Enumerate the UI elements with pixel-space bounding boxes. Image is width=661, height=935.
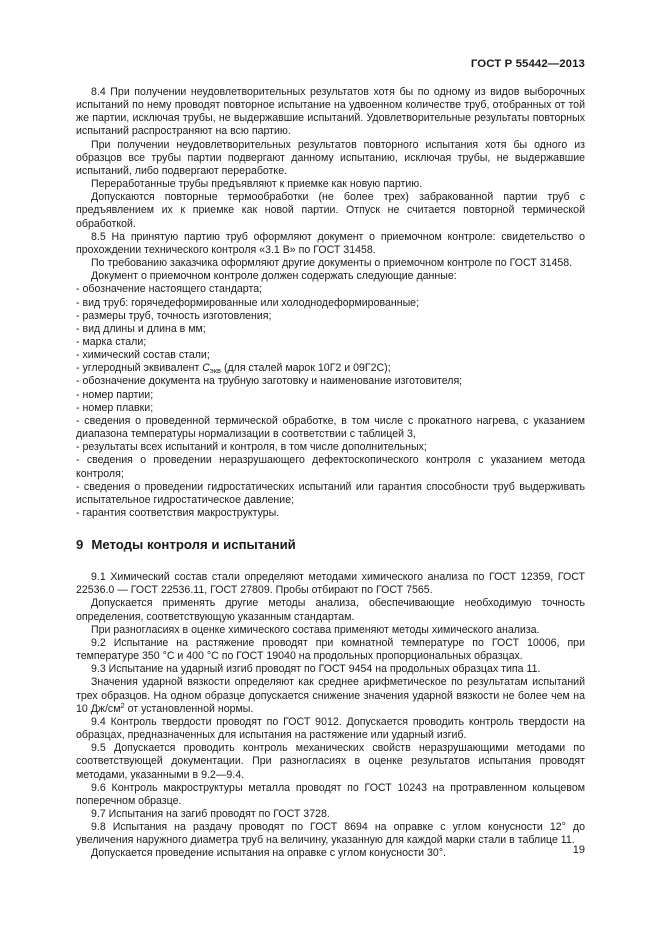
carbon-text-after: (для сталей марок 10Г2 и 09Г2С); xyxy=(221,362,391,375)
list-item: - номер партии; xyxy=(76,389,585,402)
paragraph-9-3-impact xyxy=(76,676,585,715)
impact-text-after: от установленной нормы. xyxy=(124,702,254,715)
list-item: - сведения о проведенной термической обработке, в том числе с прокатного нагрева, с указанием диапазона температуры нормализации в соответствии с таблицей 3, xyxy=(76,415,585,441)
paragraph-9-1-disputes: При разногласиях в оценке химического состава применяют методы химического анализа. xyxy=(91,623,540,636)
carbon-text-before: углеродный эквивалент xyxy=(82,362,203,375)
section-number: 9 xyxy=(76,537,84,553)
paragraph-8-4: 8.4 При получении неудовлетворительных результатов хотя бы по одному из видов выборочных испытаний по нему проводят повторное испытание на удвоенном количестве труб, отобранных от той же партии, исключая трубы, не выдержавшие испытаний. Удовлетворительные результаты повторных испытаний распространяют на всю партию. xyxy=(76,86,585,138)
carbon-symbol: С xyxy=(202,362,210,375)
paragraph-9-1-other-methods: Допускается применять другие методы анализа, обеспечивающие необходимую точность определения, соответствующую указанным стандартам. xyxy=(76,597,585,623)
paragraph-9-3: 9.3 Испытание на ударный изгиб проводят по ГОСТ 9454 на продольных образцах типа 11. xyxy=(91,663,541,676)
list-item: - обозначение документа на трубную заготовку и наименование изготовителя; xyxy=(76,375,585,388)
impact-text: Значения ударной вязкости определяют как среднее арифметическое по результатам испытаний трех образцов. На одном образце допускается снижение значения ударной вязкости не более чем на 10 Дж/см xyxy=(76,676,585,715)
page-number: 19 xyxy=(572,844,585,856)
paragraph-9-2: 9.2 Испытание на растяжение проводят при комнатной температуре по ГОСТ 10006, при температуре 350 °С и 400 °С по ГОСТ 19040 на продольных пропорциональных образцах. xyxy=(76,636,585,663)
document-standard-id: ГОСТ Р 55442—2013 xyxy=(470,58,585,70)
paragraph-8-4-retest: При получении неудовлетворительных результатов повторного испытания хотя бы одного из образцов все трубы партии подвергают данному испытанию, исключая трубы, не выдержавшие испытаний, либо подвергают переработке. xyxy=(76,138,585,177)
carbon-subscript: экв xyxy=(209,366,221,376)
list-item-carbon-equivalent xyxy=(76,362,585,375)
paragraph-9-6: 9.6 Контроль макроструктуры металла проводят по ГОСТ 10243 на протравленном кольцевом поперечном образце. xyxy=(76,781,585,807)
list-item: - вид труб: горячедеформированные или холоднодеформированные; xyxy=(76,297,585,310)
paragraph-9-1: 9.1 Химический состав стали определяют методами химического анализа по ГОСТ 12359, ГОСТ 22536.0 — ГОСТ 22536.11, ГОСТ 27809. Пробы отбирают по ГОСТ 7565. xyxy=(76,571,585,597)
section-heading xyxy=(76,537,585,553)
paragraph-9-5: 9.5 Допускается проводить контроль механических свойств неразрушающими методами по соответствующей документации. При разногласиях в оценке результатов испытания проводят методами, указанными в 9.2—9.4. xyxy=(76,742,585,781)
list-item: - размеры труб, точность изготовления; xyxy=(76,310,585,323)
paragraph-8-4-heat-treatment: Допускаются повторные термообработки (не более трех) забракованной партии труб с предъявлением их к приемке как новой партии. Отпуск не считается повторной термической обработкой. xyxy=(76,191,585,230)
paragraph-8-5: 8.5 На принятую партию труб оформляют документ о приемочном контроле: свидетельство о прохождении технического контроля «3.1 В» по ГОСТ 31458. xyxy=(76,230,585,256)
paragraph-8-5-customer: По требованию заказчика оформляют другие документы о приемочном контроле по ГОСТ 31458. xyxy=(91,257,573,270)
list-item: - химический состав стали; xyxy=(76,349,585,362)
page-content xyxy=(76,86,585,861)
list-item: - номер плавки; xyxy=(76,402,585,415)
paragraph-9-8: 9.8 Испытания на раздачу проводят по ГОСТ 8694 на оправке с углом конусности 12° до увеличения наружного диаметра труб на величину, указанную для каждой марки стали в таблице 11. xyxy=(76,821,585,847)
paragraph-8-4-reprocessed: Переработанные трубы предъявляют к приемке как новую партию. xyxy=(91,178,423,191)
paragraph-9-4: 9.4 Контроль твердости проводят по ГОСТ 9012. Допускается проводить контроль твердости на образцах, предназначенных для испытания на растяжение или ударный изгиб. xyxy=(76,715,585,742)
list-item: - обозначение настоящего стандарта; xyxy=(76,283,585,296)
paragraph-9-7: 9.7 Испытания на загиб проводят по ГОСТ 3728. xyxy=(91,807,330,820)
list-item: - результаты всех испытаний и контроля, в том числе дополнительных; xyxy=(76,441,585,454)
impact-superscript: 2 xyxy=(120,700,125,710)
list-item: - сведения о проведении гидростатических испытаний или гарантия способности труб выдерживать испытательное гидростатическое давление; xyxy=(76,481,585,507)
list-item: - гарантия соответствия макроструктуры. xyxy=(76,507,585,520)
list-item: - вид длины и длина в мм; xyxy=(76,323,585,336)
list-item: - сведения о проведении неразрушающего дефектоскопического контроля с указанием метода контроля; xyxy=(76,454,585,480)
section-title: Методы контроля и испытаний xyxy=(91,537,296,553)
list-item: - марка стали; xyxy=(76,336,585,349)
paragraph-8-5-contents: Документ о приемочном контроле должен содержать следующие данные: xyxy=(91,270,457,283)
paragraph-9-8-mandrel: Допускается проведение испытания на оправке с углом конусности 30°. xyxy=(91,847,446,860)
